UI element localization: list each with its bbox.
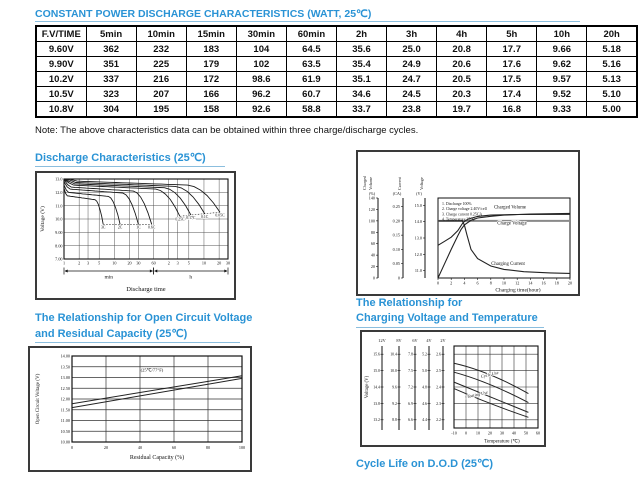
svg-text:11.50: 11.50 [60,407,70,413]
table-cell: 5.16 [587,57,637,72]
table-cell: 104 [236,42,286,57]
table-cell: 96.2 [236,87,286,102]
table-cell: 23.8 [387,102,437,118]
svg-text:6.6: 6.6 [408,418,413,423]
table-cell: 17.7 [487,42,537,57]
svg-text:2.2: 2.2 [436,418,441,423]
svg-text:12: 12 [515,280,520,286]
svg-text:10.50: 10.50 [60,428,70,434]
svg-text:13.0: 13.0 [414,235,422,241]
svg-text:3. Charge current 0.25CA: 3. Charge current 0.25CA [442,212,483,217]
table-cell: 9.33 [537,102,587,118]
svg-text:Temperature (℃): Temperature (℃) [484,439,520,445]
svg-text:4.8: 4.8 [422,385,427,390]
table-cell: 179 [186,57,236,72]
table-cell: 17.5 [487,72,537,87]
svg-text:10: 10 [112,260,117,266]
svg-text:30: 30 [499,430,505,436]
svg-text:13.0: 13.0 [55,176,63,182]
table-cell: 225 [136,57,186,72]
col-header: 4h [437,26,487,42]
svg-text:14.4: 14.4 [373,385,380,390]
table-row [36,102,637,118]
svg-text:15.6: 15.6 [373,352,380,357]
table-cell: 5.18 [587,42,637,57]
svg-text:Open Circuit Voltage (V): Open Circuit Voltage (V) [36,373,41,425]
svg-text:0: 0 [372,275,375,281]
col-header: 60min [286,26,336,42]
table-cell: 64.5 [286,42,336,57]
svg-text:2.6: 2.6 [436,352,441,357]
discharge-chart-svg [37,173,234,298]
col-header: 10h [537,26,587,42]
svg-text:3: 3 [86,260,90,266]
svg-text:0.05: 0.05 [392,261,400,267]
svg-text:13.00: 13.00 [60,375,70,381]
svg-text:Voltage (V): Voltage (V) [365,375,370,399]
svg-text:6: 6 [476,280,479,286]
svg-text:0.6C: 0.6C [148,225,156,230]
svg-text:80: 80 [205,445,211,450]
table-note: Note: The above characteristics data can be obtained within three charge/discharge cycles. [35,125,419,136]
svg-text:4: 4 [463,280,466,286]
table-cell: 304 [86,102,136,118]
svg-text:12V: 12V [378,338,386,343]
svg-text:Charging time(hour): Charging time(hour) [495,287,541,294]
svg-text:40: 40 [370,252,375,258]
svg-text:9.00: 9.00 [55,229,63,235]
svg-text:2: 2 [78,260,81,266]
svg-text:10: 10 [501,280,507,286]
svg-text:8.8: 8.8 [392,418,397,423]
table-cell: 337 [86,72,136,87]
svg-text:2: 2 [450,280,453,286]
row-header: 10.8V [36,102,86,118]
table-cell: 20.3 [437,87,487,102]
svg-text:5.0: 5.0 [422,369,427,373]
svg-text:9.6: 9.6 [392,385,397,390]
table-row [36,72,637,87]
svg-text:0: 0 [464,430,468,436]
svg-text:3C: 3C [100,225,106,230]
svg-text:Charging Current: Charging Current [491,262,525,268]
svg-text:14.00: 14.00 [60,353,70,359]
header-row [36,26,637,42]
svg-text:(%): (%) [368,191,376,196]
table-cell: 20.6 [437,57,487,72]
svg-text:2V: 2V [440,338,446,343]
svg-text:Discharge time: Discharge time [126,286,166,293]
open-circuit-voltage-chart [28,346,252,472]
svg-text:Residual Capacity (%): Residual Capacity (%) [129,455,185,461]
svg-text:8.00: 8.00 [55,243,63,249]
svg-text:2.4: 2.4 [436,385,441,390]
row-header: 10.2V [36,72,86,87]
svg-text:140: 140 [368,195,375,201]
ocv-title-underline [35,342,240,343]
page-title: CONSTANT POWER DISCHARGE CHARACTERISTICS (WATT, 25℃) [35,8,372,20]
svg-text:80: 80 [370,229,375,235]
svg-text:0: 0 [70,445,74,450]
table-cell: 158 [186,102,236,118]
svg-text:20: 20 [567,280,573,286]
charging-voltage-temperature-chart [360,330,546,447]
svg-text:Charged Volume: Charged Volume [493,205,527,211]
svg-text:14.0: 14.0 [414,219,422,225]
charge-chart-svg [358,152,578,294]
svg-text:10: 10 [201,260,207,266]
svg-text:10.0: 10.0 [55,216,63,222]
table-cell: 9.62 [537,57,587,72]
col-header: 30min [236,26,286,42]
svg-text:60: 60 [535,430,541,436]
table-cell: 24.5 [387,87,437,102]
col-header: 20h [587,26,637,42]
table-row [36,42,637,57]
col-header: 2h [336,26,386,42]
table-cell: 195 [136,102,186,118]
col-header: 3h [387,26,437,42]
svg-text:(25℃/77°F): (25℃/77°F) [140,367,164,373]
svg-text:Floating Use: Floating Use [464,389,489,400]
col-header: 5h [487,26,537,42]
table-cell: 9.57 [537,72,587,87]
svg-text:0.05C: 0.05C [215,213,225,218]
svg-text:Volume: Volume [368,177,373,190]
svg-text:Current: Current [397,177,402,190]
table-row [36,87,637,102]
svg-text:Cycle Use: Cycle Use [480,369,499,379]
svg-text:12.50: 12.50 [60,385,70,391]
svg-text:40: 40 [511,430,517,436]
svg-text:10: 10 [475,430,481,436]
table-cell: 61.9 [286,72,336,87]
cvt-chart-svg [362,332,544,445]
cvt-section-title-line1: The Relationship for [356,297,463,309]
svg-text:7.2: 7.2 [408,385,413,390]
svg-text:18: 18 [554,280,559,286]
table-cell: 5.10 [587,87,637,102]
svg-text:1: 1 [62,260,66,266]
svg-text:100: 100 [368,218,375,224]
svg-text:60: 60 [171,445,177,450]
table-cell: 362 [86,42,136,57]
svg-text:40: 40 [137,445,143,450]
svg-text:11.0: 11.0 [414,268,422,274]
col-header: 15min [186,26,236,42]
svg-text:7.8: 7.8 [408,352,413,357]
table-cell: 351 [86,57,136,72]
title-underline [35,21,580,22]
svg-text:10.0: 10.0 [390,369,397,373]
svg-text:13.50: 13.50 [60,364,70,370]
row-header: 9.90V [36,57,86,72]
svg-text:15.0: 15.0 [414,202,422,208]
table-cell: 20.5 [437,72,487,87]
svg-text:12.00: 12.00 [60,396,70,402]
svg-text:6.9: 6.9 [408,401,413,406]
svg-text:Voltage (V): Voltage (V) [40,206,46,232]
svg-text:8: 8 [489,280,492,286]
svg-text:20: 20 [487,430,493,436]
table-cell: 9.66 [537,42,587,57]
svg-text:(V): (V) [416,191,422,196]
svg-text:Charged: Charged [362,175,367,190]
svg-text:11.0: 11.0 [55,203,63,209]
svg-text:0.15: 0.15 [392,232,400,238]
discharge-section-title: Discharge Characteristics (25℃) [35,152,206,164]
discharge-title-underline [35,166,225,167]
table-cell: 33.7 [336,102,386,118]
svg-text:4V: 4V [426,338,432,343]
svg-text:(CA): (CA) [392,191,402,196]
svg-text:20: 20 [217,260,222,266]
table-cell: 9.52 [537,87,587,102]
svg-text:13.2: 13.2 [373,418,380,423]
ocv-section-title-line2: and Residual Capacity (25℃) [35,328,188,340]
svg-text:8V: 8V [396,338,402,343]
table-cell: 35.4 [336,57,386,72]
svg-text:0.25: 0.25 [392,204,400,210]
svg-text:7.5: 7.5 [408,369,413,373]
ocv-chart-svg [30,348,250,470]
svg-text:1. Discharge 100%: 1. Discharge 100% [442,202,472,206]
table-cell: 34.6 [336,87,386,102]
svg-text:20: 20 [370,264,375,270]
svg-text:60: 60 [370,241,375,247]
svg-text:4.6: 4.6 [422,401,427,406]
constant-power-discharge-table [35,25,638,118]
svg-text:9.2: 9.2 [392,401,397,406]
svg-text:0.17C: 0.17C [186,216,196,221]
svg-text:2: 2 [167,260,170,266]
svg-text:0: 0 [436,280,440,286]
table-cell: 16.8 [487,102,537,118]
table-header [36,26,637,42]
svg-text:10.4: 10.4 [390,352,397,357]
ocv-section-title-line1: The Relationship for Open Circuit Voltage [35,312,253,324]
svg-text:2.3: 2.3 [436,401,441,406]
svg-text:30: 30 [225,260,231,266]
svg-text:5.2: 5.2 [422,352,427,357]
table-cell: 5.13 [587,72,637,87]
svg-text:100: 100 [238,445,246,450]
svg-text:20: 20 [127,260,132,266]
table-cell: 35.6 [336,42,386,57]
svg-text:0.1C: 0.1C [201,214,209,219]
svg-text:120: 120 [368,206,375,212]
charging-characteristics-chart [356,150,580,296]
table-cell: 92.6 [236,102,286,118]
table-row [36,57,637,72]
svg-text:50: 50 [523,430,529,436]
col-header: 10min [136,26,186,42]
svg-text:0.10: 0.10 [392,246,400,252]
cycle-life-section-title: Cycle Life on D.O.D (25℃) [356,458,494,470]
svg-text:2C: 2C [117,225,123,230]
row-header: 10.5V [36,87,86,102]
svg-text:4.4: 4.4 [422,418,427,423]
table-cell: 60.7 [286,87,336,102]
svg-text:4. Temperature 25℃: 4. Temperature 25℃ [442,217,475,222]
col-header: 5min [86,26,136,42]
table-cell: 63.5 [286,57,336,72]
svg-text:10.00: 10.00 [60,439,70,445]
table-cell: 5.00 [587,102,637,118]
svg-text:5: 5 [98,260,101,266]
table-cell: 216 [136,72,186,87]
table-cell: 24.7 [387,72,437,87]
svg-text:20: 20 [103,445,109,450]
table-cell: 183 [186,42,236,57]
table-cell: 17.6 [487,57,537,72]
table-cell: 166 [186,87,236,102]
discharge-characteristics-chart [35,171,236,300]
svg-text:11.00: 11.00 [60,418,70,424]
svg-text:6V: 6V [412,338,418,343]
svg-text:1C: 1C [136,225,141,230]
svg-text:12.0: 12.0 [55,189,63,195]
svg-text:3: 3 [176,260,179,266]
svg-text:30: 30 [136,260,141,266]
table-cell: 20.8 [437,42,487,57]
table-cell: 25.0 [387,42,437,57]
table-cell: 232 [136,42,186,57]
svg-text:min: min [104,274,114,281]
col-header-fv-time: F.V/TIME [36,26,86,42]
svg-text:2.5: 2.5 [436,369,441,373]
svg-text:15.0: 15.0 [373,369,380,373]
cvt-section-title-line2: Charging Voltage and Temperature [356,312,538,324]
cvt-title-underline [356,327,544,328]
svg-text:13.8: 13.8 [373,401,380,406]
table-cell: 207 [136,87,186,102]
svg-text:Charge Voltage: Charge Voltage [497,221,527,227]
table-cell: 58.8 [286,102,336,118]
svg-text:14: 14 [528,280,533,286]
svg-text:Voltage: Voltage [419,177,424,190]
svg-text:-10: -10 [451,430,457,436]
svg-text:7.00: 7.00 [55,256,63,262]
svg-text:60: 60 [151,260,156,266]
table-cell: 98.6 [236,72,286,87]
table-cell: 102 [236,57,286,72]
svg-text:5: 5 [187,260,190,266]
table-cell: 323 [86,87,136,102]
svg-text:12.0: 12.0 [414,251,422,257]
svg-text:0: 0 [397,275,400,281]
svg-text:16: 16 [541,280,546,286]
table-cell: 17.4 [487,87,537,102]
table-body [36,42,637,118]
table-cell: 35.1 [336,72,386,87]
row-header: 9.60V [36,42,86,57]
svg-text:h: h [189,274,193,281]
table-cell: 19.7 [437,102,487,118]
svg-text:2. Charge voltage 2.40V/cell: 2. Charge voltage 2.40V/cell [442,207,487,212]
table-cell: 24.9 [387,57,437,72]
svg-text:0.20: 0.20 [392,218,400,224]
table-cell: 172 [186,72,236,87]
svg-text:0.25C: 0.25C [175,217,185,222]
